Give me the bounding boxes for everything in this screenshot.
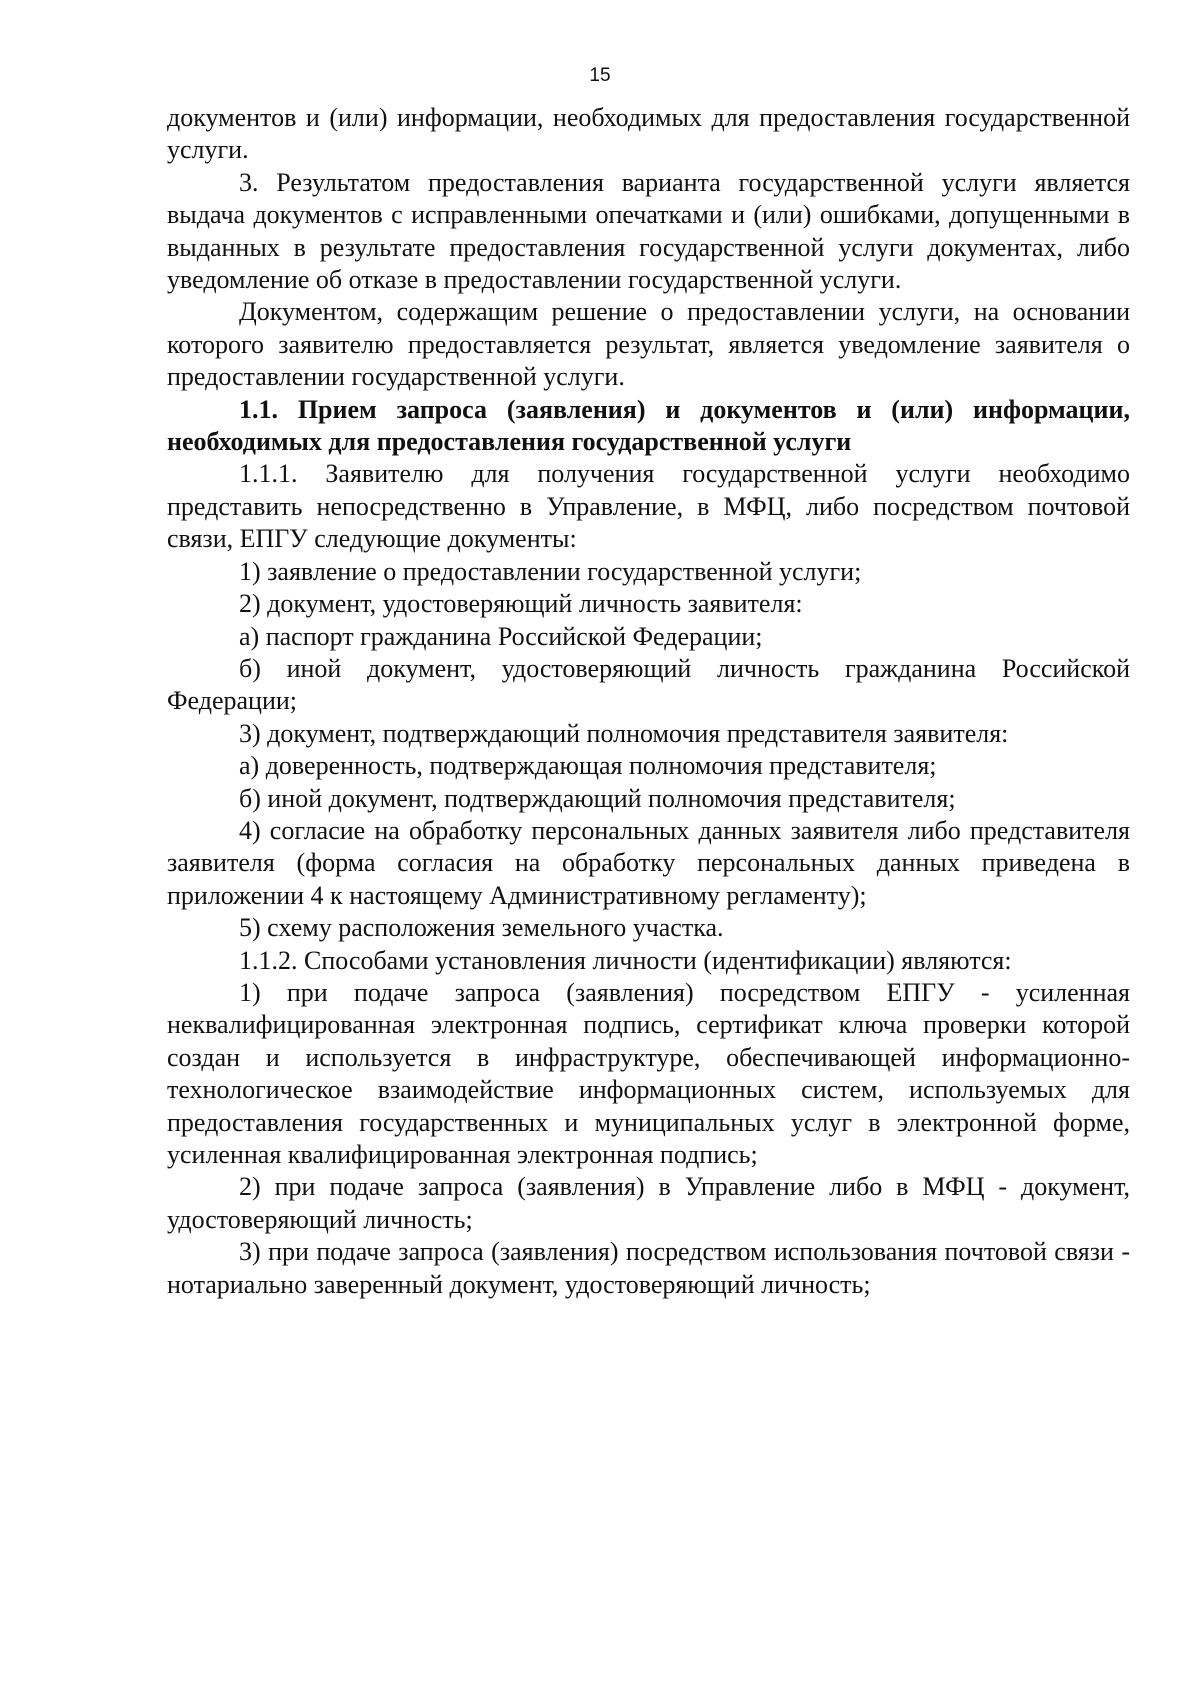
paragraph-decision-document: Документом, содержащим решение о предоставлении услуги, на основании которого заявителю предоставляется результат, является уведомление заявителя о предоставлении государственной услуги. <box>167 297 1130 392</box>
paragraph-continuation: документов и (или) информации, необходимых для предоставления государственной услуги. <box>167 103 1130 165</box>
list-item: 5) схему расположения земельного участка. <box>239 913 724 943</box>
paragraph-result: 3. Результатом предоставления варианта государственной услуги является выдача документов с исправленными опечатками и (или) ошибками, допущенными в выданных в результате предоставления государственной услуги документах, либо уведомление об отказе в предоставлении государственной услуги. <box>167 167 1130 295</box>
list-item: б) иной документ, подтверждающий полномочия представителя; <box>239 783 956 813</box>
paragraph-1-1-2: 1.1.2. Способами установления личности (идентификации) являются: <box>239 945 1012 975</box>
list-item: 2) документ, удостоверяющий личность заявителя: <box>239 589 803 619</box>
page-number: 15 <box>589 65 611 86</box>
list-item: а) доверенность, подтверждающая полномочия представителя; <box>239 751 937 781</box>
list-item: а) паспорт гражданина Российской Федерации; <box>239 621 763 651</box>
paragraph-1-1-1: 1.1.1. Заявителю для получения государственной услуги необходимо представить непосредственно в Управление, в МФЦ, либо посредством почтовой связи, ЕПГУ следующие документы: <box>167 459 1130 554</box>
list-item: б) иной документ, удостоверяющий личность гражданина Российской Федерации; <box>167 653 1130 716</box>
list-item: 1) заявление о предоставлении государственной услуги; <box>239 556 862 586</box>
list-item: 3) документ, подтверждающий полномочия представителя заявителя: <box>239 718 1009 748</box>
list-item: 3) при подаче запроса (заявления) посредством использования почтовой связи - нотариально заверенный документ, удостоверяющий личность; <box>167 1237 1130 1299</box>
list-item: 1) при подаче запроса (заявления) посредством ЕПГУ - усиленная неквалифицированная электронная подпись, сертификат ключа проверки которой создан и используется в инфраструктуре, обеспечивающей информационно-технологическое взаимодействие информационных систем, используемых для предоставления государственных и муниципальных услуг в электронной форме, усиленная квалифицированная электронная подпись; <box>167 977 1130 1169</box>
list-item: 2) при подаче запроса (заявления) в Управление либо в МФЦ - документ, удостоверяющий личность; <box>167 1172 1130 1234</box>
section-heading: 1.1. Прием запроса (заявления) и документов и (или) информации, необходимых для предоставления государственной услуги <box>167 394 1130 457</box>
list-item: 4) согласие на обработку персональных данных заявителя либо представителя заявителя (форма согласия на обработку персональных данных приведена в приложении 4 к настоящему Административному регламенту); <box>167 815 1130 910</box>
document-body <box>167 102 1130 1301</box>
